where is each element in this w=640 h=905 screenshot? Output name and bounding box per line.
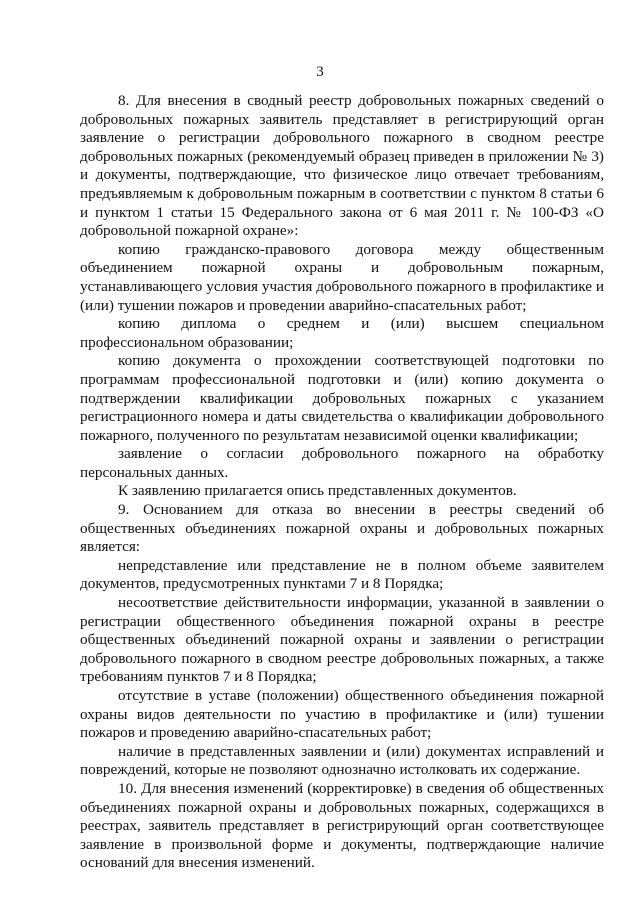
document-body [80,92,604,873]
paragraph-diploma-copy: копию диплома о среднем и (или) высшем специальном профессиональном образовании; [80,315,604,351]
paragraph-9-refusal-grounds: 9. Основанием для отказа во внесении в реестры сведений об общественных объединениях пожарной охраны и добровольных пожарных является: [80,501,604,556]
paragraph-incomplete-documents: непредставление или представление не в полном объеме заявителем документов, предусмотренных пунктами 7 и 8 Порядка; [80,556,604,593]
page-number: 3 [316,64,324,80]
paragraph-missing-activities: отсутствие в уставе (положении) общественного объединения пожарной охраны видов деятельности по участию в профилактике и (или) тушении пожаров и проведению аварийно-спасательных работ; [80,687,604,742]
paragraph-inaccurate-information: несоответствие действительности информации, указанной в заявлении о регистрации общественного объединения пожарной охраны в реестре общественных объединений пожарной охраны и заявлении о регистрации добровольного пожарного в сводном реестре добровольных пожарных, а также требованиям пунктов 7 и 8 Порядка; [80,594,604,686]
paragraph-inventory: К заявлению прилагается опись представленных документов. [118,482,517,500]
paragraph-consent-statement: заявление о согласии добровольного пожарного на обработку персональных данных. [80,445,604,481]
paragraph-8-intro: 8. Для внесения в сводный реестр добровольных пожарных сведений о добровольных пожарных заявитель представляет в регистрирующий орган заявление о регистрации добровольного пожарного в сводном реестре добровольных пожарных (рекомендуемый образец приведен в приложении № 3) и документы, подтверждающие, что физическое лицо отвечает требованиям, предъявляемым к добровольным пожарным в соответствии с пунктом 8 статьи 6 и пунктом 1 статьи 15 Федерального закона от 6 мая 2011 г. № 100-ФЗ «О добровольной пожарной охране»: [80,92,604,240]
paragraph-corrections-damage: наличие в представленных заявлении и (или) документах исправлений и повреждений, которые не позволяют однозначно истолковать их содержание. [80,742,604,779]
paragraph-10-changes: 10. Для внесения изменений (корректировке) в сведения об общественных объединениях пожарной охраны и добровольных пожарных, содержащихся в реестрах, заявитель представляет в регистрирующий орган соответствующее заявление в произвольной форме и документы, подтверждающие наличие оснований для внесения изменений. [80,779,604,872]
paragraph-contract-copy: копию гражданско-правового договора между общественным объединением пожарной охраны и добровольным пожарным, устанавливающего условия участия добровольного пожарного в профилактике и (или) тушении пожаров и проведении аварийно-спасательных работ; [80,240,604,314]
paragraph-training-document-copy: копию документа о прохождении соответствующей подготовки по программам профессиональной подготовки и (или) копию документа о подтверждении квалификации добровольных пожарных с указанием регистрационного номера и даты свидетельства о квалификации добровольного пожарного, полученного по результатам независимой оценки квалификации; [80,352,604,444]
